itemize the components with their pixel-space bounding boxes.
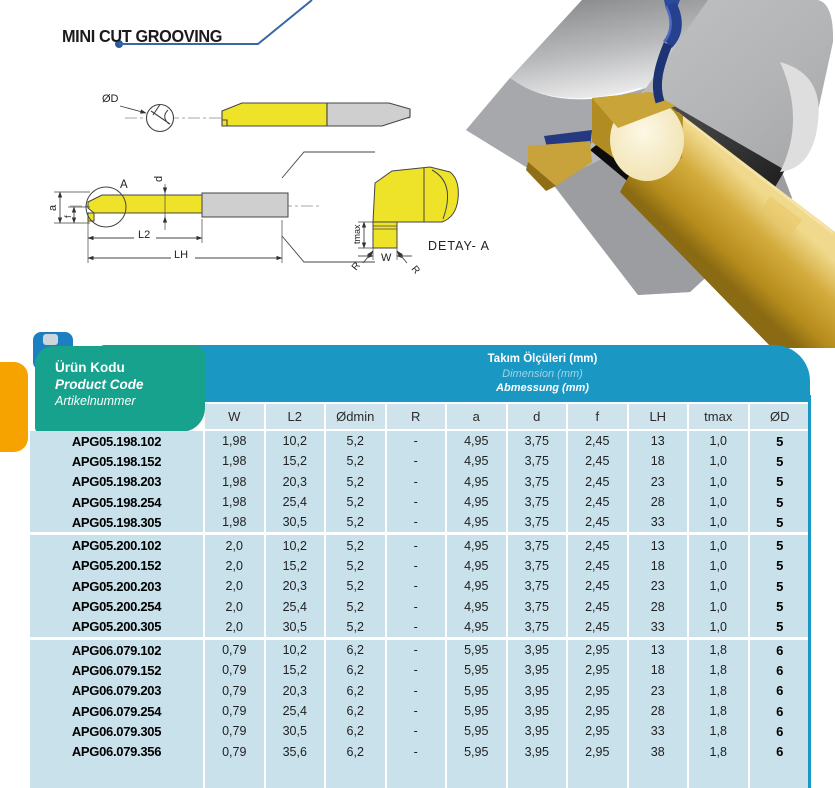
value-cell: 1,98 <box>205 512 266 532</box>
empty-cell <box>447 762 508 788</box>
value-cell: 5,95 <box>447 640 508 660</box>
value-cell: 5,95 <box>447 681 508 701</box>
value-cell: 5,95 <box>447 660 508 680</box>
value-cell: 0,79 <box>205 721 266 741</box>
value-cell: 2,0 <box>205 556 266 576</box>
value-cell: 2,95 <box>568 721 629 741</box>
value-cell: 23 <box>629 681 690 701</box>
value-cell: - <box>387 681 448 701</box>
dims-header <box>275 352 810 396</box>
value-cell: 2,0 <box>205 596 266 616</box>
value-cell: 2,45 <box>568 512 629 532</box>
value-cell: 3,75 <box>508 451 569 471</box>
value-cell: - <box>387 596 448 616</box>
filler-row <box>30 762 810 788</box>
value-cell: 5,2 <box>326 617 387 637</box>
value-cell: 1,8 <box>689 660 750 680</box>
value-cell: 5,2 <box>326 535 387 555</box>
value-cell: 4,95 <box>447 451 508 471</box>
value-cell: 6,2 <box>326 701 387 721</box>
value-cell: - <box>387 431 448 451</box>
value-cell: 2,95 <box>568 660 629 680</box>
value-cell: 6,2 <box>326 721 387 741</box>
value-cell: 5 <box>776 494 784 510</box>
empty-cell <box>387 762 448 788</box>
value-cell: 2,45 <box>568 596 629 616</box>
value-cell: 2,45 <box>568 451 629 471</box>
value-cell: 1,0 <box>689 472 750 492</box>
value-cell: - <box>387 472 448 492</box>
column-header: L2 <box>266 404 327 429</box>
value-cell: 1,98 <box>205 472 266 492</box>
value-cell: 5,95 <box>447 701 508 721</box>
value-cell: - <box>387 492 448 512</box>
value-cell: 4,95 <box>447 576 508 596</box>
value-cell: 1,0 <box>689 492 750 512</box>
product-code-cell: APG05.200.152 <box>30 556 205 576</box>
product-code-cell: APG06.079.254 <box>30 701 205 721</box>
product-code-cell: APG05.200.102 <box>30 535 205 555</box>
value-cell: 0,79 <box>205 741 266 761</box>
value-cell: 30,5 <box>266 617 327 637</box>
table-row <box>30 637 810 660</box>
value-cell: 6 <box>776 642 784 658</box>
value-cell: 5 <box>776 619 784 635</box>
table-row <box>30 617 810 637</box>
value-cell: 2,45 <box>568 617 629 637</box>
value-cell: 6,2 <box>326 741 387 761</box>
product-code-cell: APG06.079.305 <box>30 721 205 741</box>
value-cell: 28 <box>629 596 690 616</box>
value-cell: 13 <box>629 640 690 660</box>
value-cell: 1,0 <box>689 596 750 616</box>
value-cell: 1,0 <box>689 512 750 532</box>
value-cell: 5,95 <box>447 741 508 761</box>
value-cell: 18 <box>629 556 690 576</box>
label-r-right: R <box>408 263 422 277</box>
product-code-cell: APG06.079.356 <box>30 741 205 761</box>
product-code-cell: APG05.198.305 <box>30 512 205 532</box>
value-cell: 5 <box>776 433 784 449</box>
column-header: tmax <box>689 404 750 429</box>
product-code-cell: APG05.198.254 <box>30 492 205 512</box>
value-cell: 2,95 <box>568 701 629 721</box>
value-cell: 5 <box>776 538 784 554</box>
product-code-cell: APG05.200.254 <box>30 596 205 616</box>
value-cell: 5,95 <box>447 721 508 741</box>
column-header: a <box>447 404 508 429</box>
value-cell: 28 <box>629 701 690 721</box>
value-cell: 3,75 <box>508 472 569 492</box>
value-cell: 30,5 <box>266 721 327 741</box>
column-header: f <box>568 404 629 429</box>
table-row <box>30 472 810 492</box>
value-cell: 2,45 <box>568 492 629 512</box>
value-cell: 5,2 <box>326 451 387 471</box>
value-cell: 4,95 <box>447 556 508 576</box>
value-cell: 3,95 <box>508 660 569 680</box>
value-cell: 18 <box>629 660 690 680</box>
empty-cell <box>568 762 629 788</box>
value-cell: 2,0 <box>205 535 266 555</box>
table-row <box>30 660 810 680</box>
label-r-left: R <box>349 260 363 273</box>
value-cell: 1,0 <box>689 556 750 576</box>
value-cell: 6 <box>776 723 784 739</box>
product-code-cell: APG06.079.102 <box>30 640 205 660</box>
side-tab <box>0 362 28 452</box>
value-cell: 2,45 <box>568 576 629 596</box>
value-cell: 33 <box>629 512 690 532</box>
table-row <box>30 681 810 701</box>
value-cell: 33 <box>629 721 690 741</box>
value-cell: 5,2 <box>326 492 387 512</box>
value-cell: 1,8 <box>689 741 750 761</box>
value-cell: 18 <box>629 451 690 471</box>
table-row <box>30 512 810 532</box>
table-body <box>30 431 810 788</box>
value-cell: 25,4 <box>266 701 327 721</box>
value-cell: 5 <box>776 474 784 490</box>
empty-cell <box>508 762 569 788</box>
value-cell: 23 <box>629 576 690 596</box>
value-cell: 28 <box>629 492 690 512</box>
value-cell: 2,45 <box>568 535 629 555</box>
value-cell: 3,95 <box>508 721 569 741</box>
value-cell: 6 <box>776 662 784 678</box>
value-cell: 4,95 <box>447 512 508 532</box>
value-cell: 20,3 <box>266 472 327 492</box>
value-cell: 2,95 <box>568 640 629 660</box>
value-cell: 0,79 <box>205 701 266 721</box>
value-cell: 20,3 <box>266 576 327 596</box>
value-cell: 3,75 <box>508 556 569 576</box>
product-header-de: Artikelnummer <box>55 394 136 408</box>
value-cell: 3,95 <box>508 640 569 660</box>
value-cell: 5,2 <box>326 472 387 492</box>
value-cell: - <box>387 576 448 596</box>
column-header: R <box>387 404 448 429</box>
empty-cell <box>30 762 205 788</box>
value-cell: - <box>387 617 448 637</box>
label-lh: LH <box>174 249 189 261</box>
value-cell: - <box>387 701 448 721</box>
table-row <box>30 741 810 761</box>
table-right-border <box>808 395 811 788</box>
value-cell: 5,2 <box>326 596 387 616</box>
value-cell: 1,8 <box>689 701 750 721</box>
value-cell: 0,79 <box>205 640 266 660</box>
label-l2: L2 <box>138 229 151 241</box>
value-cell: - <box>387 640 448 660</box>
value-cell: 5 <box>776 453 784 469</box>
value-cell: 33 <box>629 617 690 637</box>
value-cell: 5,2 <box>326 556 387 576</box>
value-cell: 6 <box>776 683 784 699</box>
value-cell: 4,95 <box>447 617 508 637</box>
value-cell: 10,2 <box>266 535 327 555</box>
value-cell: 1,0 <box>689 431 750 451</box>
value-cell: 1,0 <box>689 617 750 637</box>
value-cell: 25,4 <box>266 596 327 616</box>
value-cell: 23 <box>629 472 690 492</box>
value-cell: - <box>387 741 448 761</box>
value-cell: 5 <box>776 514 784 530</box>
table-row <box>30 721 810 741</box>
column-header: Ødmin <box>326 404 387 429</box>
label-f: f <box>63 215 74 218</box>
product-header-tr: Ürün Kodu <box>55 360 125 375</box>
value-cell: 2,95 <box>568 681 629 701</box>
value-cell: 3,95 <box>508 681 569 701</box>
value-cell: 15,2 <box>266 660 327 680</box>
column-header: W <box>205 404 266 429</box>
value-cell: 0,79 <box>205 660 266 680</box>
value-cell: 3,75 <box>508 492 569 512</box>
value-cell: 1,98 <box>205 492 266 512</box>
value-cell: 0,79 <box>205 681 266 701</box>
value-cell: 1,8 <box>689 681 750 701</box>
value-cell: 5,2 <box>326 576 387 596</box>
value-cell: - <box>387 556 448 576</box>
value-cell: 25,4 <box>266 492 327 512</box>
label-detail-title: DETAY- A <box>428 239 490 253</box>
empty-cell <box>689 762 750 788</box>
empty-cell <box>266 762 327 788</box>
value-cell: 3,75 <box>508 596 569 616</box>
empty-cell <box>205 762 266 788</box>
value-cell: 3,75 <box>508 512 569 532</box>
value-cell: 4,95 <box>447 431 508 451</box>
value-cell: - <box>387 535 448 555</box>
column-header: ØD <box>770 409 790 424</box>
product-code-cell: APG05.198.203 <box>30 472 205 492</box>
table-row <box>30 532 810 555</box>
value-cell: - <box>387 451 448 471</box>
table-row <box>30 492 810 512</box>
value-cell: 3,75 <box>508 535 569 555</box>
value-cell: 38 <box>629 741 690 761</box>
product-header-en: Product Code <box>55 377 144 392</box>
dims-header-en: Dimension (mm) <box>502 367 583 380</box>
value-cell: 6,2 <box>326 660 387 680</box>
value-cell: 1,0 <box>689 451 750 471</box>
value-cell: 3,75 <box>508 617 569 637</box>
value-cell: 10,2 <box>266 431 327 451</box>
clip-icon-notch <box>43 334 58 345</box>
value-cell: 5 <box>776 558 784 574</box>
drawing-side-view-dims <box>54 152 375 263</box>
value-cell: 3,75 <box>508 576 569 596</box>
technical-drawings <box>30 80 510 280</box>
value-cell: 10,2 <box>266 640 327 660</box>
table-header-band <box>100 345 810 402</box>
empty-cell <box>629 762 690 788</box>
dims-header-de: Abmessung (mm) <box>496 382 589 394</box>
value-cell: 4,95 <box>447 472 508 492</box>
value-cell: 6 <box>776 744 784 760</box>
label-d: d <box>153 175 165 182</box>
value-cell: 5,2 <box>326 512 387 532</box>
empty-cell <box>326 762 387 788</box>
value-cell: 15,2 <box>266 451 327 471</box>
label-w: W <box>381 252 392 264</box>
value-cell: 1,8 <box>689 721 750 741</box>
value-cell: 4,95 <box>447 535 508 555</box>
value-cell: 4,95 <box>447 492 508 512</box>
value-cell: 2,0 <box>205 617 266 637</box>
product-code-cell: APG05.198.102 <box>30 431 205 451</box>
value-cell: 35,6 <box>266 741 327 761</box>
table-row <box>30 701 810 721</box>
value-cell: 1,98 <box>205 431 266 451</box>
value-cell: 6,2 <box>326 640 387 660</box>
value-cell: - <box>387 512 448 532</box>
value-cell: 13 <box>629 535 690 555</box>
column-header: LH <box>629 404 690 429</box>
label-od: ØD <box>102 93 119 105</box>
label-tmax: tmax <box>352 224 362 244</box>
value-cell: 1,8 <box>689 640 750 660</box>
value-cell: 2,45 <box>568 472 629 492</box>
page-title: MINI CUT GROOVING <box>62 26 223 46</box>
value-cell: 1,0 <box>689 576 750 596</box>
value-cell: 6 <box>776 703 784 719</box>
product-code-cell: APG06.079.203 <box>30 681 205 701</box>
product-code-cell: APG05.200.203 <box>30 576 205 596</box>
dimension-table <box>30 345 810 788</box>
column-header: d <box>508 404 569 429</box>
value-cell: 3,75 <box>508 431 569 451</box>
label-a: a <box>47 204 59 211</box>
value-cell: 4,95 <box>447 596 508 616</box>
value-cell: 3,95 <box>508 741 569 761</box>
value-cell: 3,95 <box>508 701 569 721</box>
empty-cell <box>750 762 811 788</box>
table-row <box>30 556 810 576</box>
column-header-row <box>205 402 810 431</box>
value-cell: 5 <box>776 599 784 615</box>
table-row <box>30 451 810 471</box>
product-code-cell: APG05.198.152 <box>30 451 205 471</box>
value-cell: - <box>387 660 448 680</box>
value-cell: 6,2 <box>326 681 387 701</box>
value-cell: 2,95 <box>568 741 629 761</box>
value-cell: - <box>387 721 448 741</box>
value-cell: 2,45 <box>568 556 629 576</box>
value-cell: 20,3 <box>266 681 327 701</box>
dims-header-tr: Takım Ölçüleri (mm) <box>487 353 598 365</box>
value-cell: 5,2 <box>326 431 387 451</box>
value-cell: 1,0 <box>689 535 750 555</box>
value-cell: 2,45 <box>568 431 629 451</box>
product-code-header <box>35 346 205 432</box>
product-code-cell: APG05.200.305 <box>30 617 205 637</box>
value-cell: 15,2 <box>266 556 327 576</box>
value-cell: 2,0 <box>205 576 266 596</box>
label-detail-marker: A <box>120 179 128 191</box>
value-cell: 5 <box>776 578 784 594</box>
table-row <box>30 596 810 616</box>
value-cell: 13 <box>629 431 690 451</box>
drawing-side-view-top <box>120 103 412 132</box>
product-code-cell: APG06.079.152 <box>30 660 205 680</box>
table-row <box>30 576 810 596</box>
table-row <box>30 431 810 451</box>
value-cell: 30,5 <box>266 512 327 532</box>
value-cell: 1,98 <box>205 451 266 471</box>
